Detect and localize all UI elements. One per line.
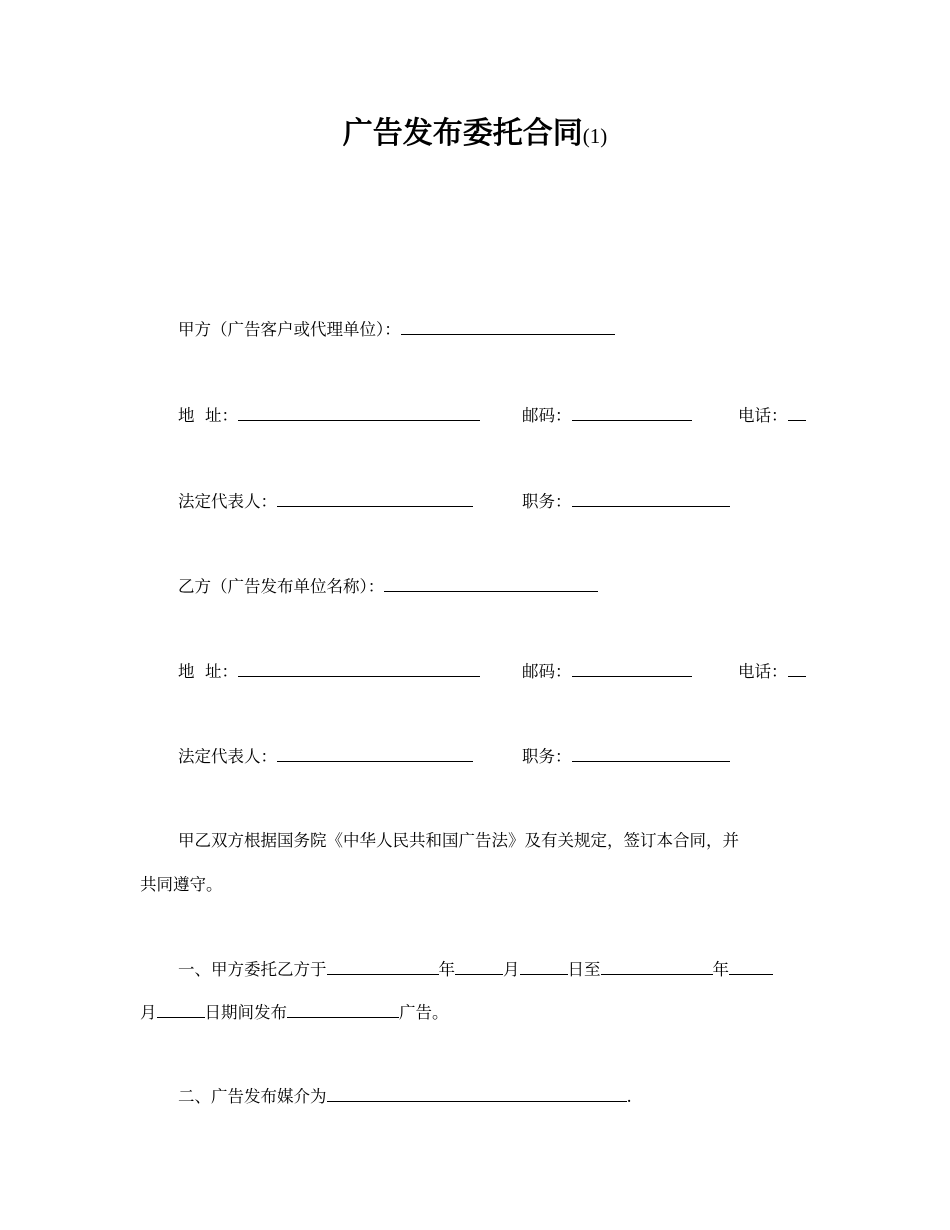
month-label-2: 月: [140, 1003, 157, 1022]
party-b-phone-field[interactable]: [788, 660, 806, 677]
year-label-2: 年: [712, 960, 729, 979]
party-b-address-field[interactable]: [238, 660, 480, 677]
party-b-zip-field[interactable]: [572, 660, 692, 677]
clause-2-end: .: [626, 1087, 632, 1106]
party-b-address-row: [178, 660, 480, 683]
end-day-field[interactable]: [157, 1001, 205, 1018]
month-label: 月: [503, 960, 520, 979]
party-b-rep-field[interactable]: [277, 745, 473, 762]
party-a-phone-field[interactable]: [788, 404, 806, 421]
party-b-rep-label: 法定代表人：: [178, 747, 277, 766]
ad-label: 广告。: [399, 1003, 449, 1022]
party-b-zip-label: 邮码：: [522, 662, 572, 681]
start-year-field[interactable]: [327, 958, 439, 975]
ad-content-field[interactable]: [287, 1001, 399, 1018]
party-b-phone-row: [738, 660, 806, 683]
party-a-position-field[interactable]: [572, 490, 730, 507]
party-b-name-row: [178, 575, 598, 598]
clause-1-text: 一、甲方委托乙方于: [178, 960, 327, 979]
preamble-line-1: 甲乙双方根据国务院《中华人民共和国广告法》及有关规定，签订本合同，并: [178, 831, 739, 850]
end-year-field[interactable]: [601, 958, 713, 975]
party-a-zip-label: 邮码：: [522, 406, 572, 425]
party-a-address-field[interactable]: [238, 404, 480, 421]
clause-2-line: [178, 1085, 632, 1108]
party-a-rep-label: 法定代表人：: [178, 492, 277, 511]
clause-1-line-1: [178, 958, 773, 981]
party-a-rep-field[interactable]: [277, 490, 473, 507]
party-a-address-label: 地 址：: [178, 406, 238, 425]
end-month-field[interactable]: [729, 958, 773, 975]
party-a-position-label: 职务：: [522, 492, 572, 511]
clause-2-text: 二、广告发布媒介为: [178, 1087, 327, 1106]
start-day-field[interactable]: [520, 958, 568, 975]
party-b-label: 乙方（广告发布单位名称）：: [178, 577, 385, 596]
party-a-address-row: [178, 404, 480, 427]
media-field[interactable]: [327, 1085, 627, 1102]
party-a-name-field[interactable]: [401, 318, 615, 335]
party-b-position-row: [522, 745, 730, 768]
party-a-rep-row: [178, 490, 473, 513]
clause-1-line-2: [140, 1001, 449, 1024]
party-a-phone-label: 电话：: [738, 406, 788, 425]
party-a-phone-row: [738, 404, 806, 427]
party-b-position-label: 职务：: [522, 747, 572, 766]
period-label: 日期间发布: [204, 1003, 287, 1022]
party-a-position-row: [522, 490, 730, 513]
party-b-address-label: 地 址：: [178, 662, 238, 681]
party-b-phone-label: 电话：: [738, 662, 788, 681]
party-a-zip-row: [522, 404, 692, 427]
party-b-name-field[interactable]: [384, 575, 598, 592]
party-a-zip-field[interactable]: [572, 404, 692, 421]
day-to-label: 日至: [567, 960, 601, 979]
party-b-rep-row: [178, 745, 473, 768]
page-title: 广告发布委托合同(1): [342, 116, 608, 151]
year-label: 年: [438, 960, 455, 979]
party-a-label: 甲方（广告客户或代理单位）：: [178, 320, 401, 339]
start-month-field[interactable]: [455, 958, 503, 975]
party-b-zip-row: [522, 660, 692, 683]
party-a-name-row: [178, 318, 615, 341]
party-b-position-field[interactable]: [572, 745, 730, 762]
preamble-line-2: 共同遵守。: [140, 875, 223, 894]
